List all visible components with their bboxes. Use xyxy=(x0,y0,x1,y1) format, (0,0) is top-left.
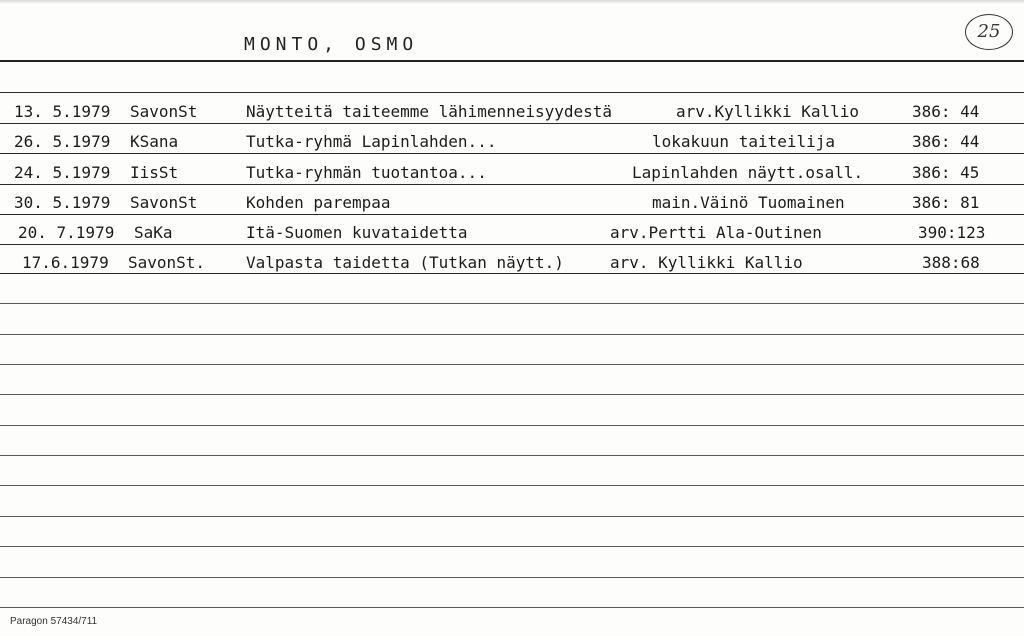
entry-row xyxy=(0,247,1024,277)
ruled-line xyxy=(0,516,1024,517)
entry-note: arv.Kyllikki Kallio xyxy=(676,102,860,121)
entry-title: Tutka-ryhmän tuotantoa... xyxy=(246,163,487,182)
entry-paper: SavonSt. xyxy=(128,253,206,272)
ruled-line xyxy=(0,455,1024,456)
entry-ref: 386: 45 xyxy=(912,163,980,182)
printer-imprint: Paragon 57434/711 xyxy=(10,616,98,627)
entry-paper: SaKa xyxy=(134,223,173,242)
ruled-line xyxy=(0,394,1024,395)
entry-date: 20. 7.1979 xyxy=(18,223,115,242)
ruled-line xyxy=(0,485,1024,486)
entry-date: 24. 5.1979 xyxy=(14,163,111,182)
entry-date: 17.6.1979 xyxy=(22,253,109,272)
ruled-line xyxy=(0,364,1024,365)
ruled-line xyxy=(0,546,1024,547)
header-rule xyxy=(0,60,1024,62)
entry-note: arv. Kyllikki Kallio xyxy=(610,253,803,272)
entry-ref: 390:123 xyxy=(918,223,986,242)
ruled-line xyxy=(0,425,1024,426)
entry-note: Lapinlahden näytt.osall. xyxy=(632,163,864,182)
entry-title: Näytteitä taiteemme lähimenneisyydestä xyxy=(246,102,613,121)
ruled-line xyxy=(0,577,1024,578)
card-top-edge xyxy=(0,0,1024,4)
entry-row xyxy=(0,217,1024,247)
card-number-circle: 25 xyxy=(965,14,1013,50)
entry-row xyxy=(0,187,1024,217)
ruled-line xyxy=(0,607,1024,608)
entry-row xyxy=(0,126,1024,156)
entry-row xyxy=(0,157,1024,187)
entry-note: lokakuun taiteilija xyxy=(652,132,836,151)
entry-title: Kohden parempaa xyxy=(246,193,391,212)
entry-note: main.Väinö Tuomainen xyxy=(652,193,845,212)
entry-paper: SavonSt xyxy=(130,193,198,212)
entry-date: 26. 5.1979 xyxy=(14,132,111,151)
entry-ref: 386: 44 xyxy=(912,132,980,151)
ruled-line xyxy=(0,92,1024,93)
card-heading-name: MONTO, OSMO xyxy=(244,34,419,55)
entry-row xyxy=(0,96,1024,126)
entry-paper: KSana xyxy=(130,132,179,151)
entry-title: Tutka-ryhmä Lapinlahden... xyxy=(246,132,497,151)
entry-date: 13. 5.1979 xyxy=(14,102,111,121)
entry-title: Itä-Suomen kuvataidetta xyxy=(246,223,468,242)
entry-ref: 386: 81 xyxy=(912,193,980,212)
entry-date: 30. 5.1979 xyxy=(14,193,111,212)
entry-paper: SavonSt xyxy=(130,102,198,121)
entry-paper: IisSt xyxy=(130,163,179,182)
entry-ref: 388:68 xyxy=(922,253,980,272)
entry-note: arv.Pertti Ala-Outinen xyxy=(610,223,822,242)
entry-ref: 386: 44 xyxy=(912,102,980,121)
ruled-line xyxy=(0,303,1024,304)
entry-title: Valpasta taidetta (Tutkan näytt.) xyxy=(246,253,564,272)
ruled-line xyxy=(0,334,1024,335)
